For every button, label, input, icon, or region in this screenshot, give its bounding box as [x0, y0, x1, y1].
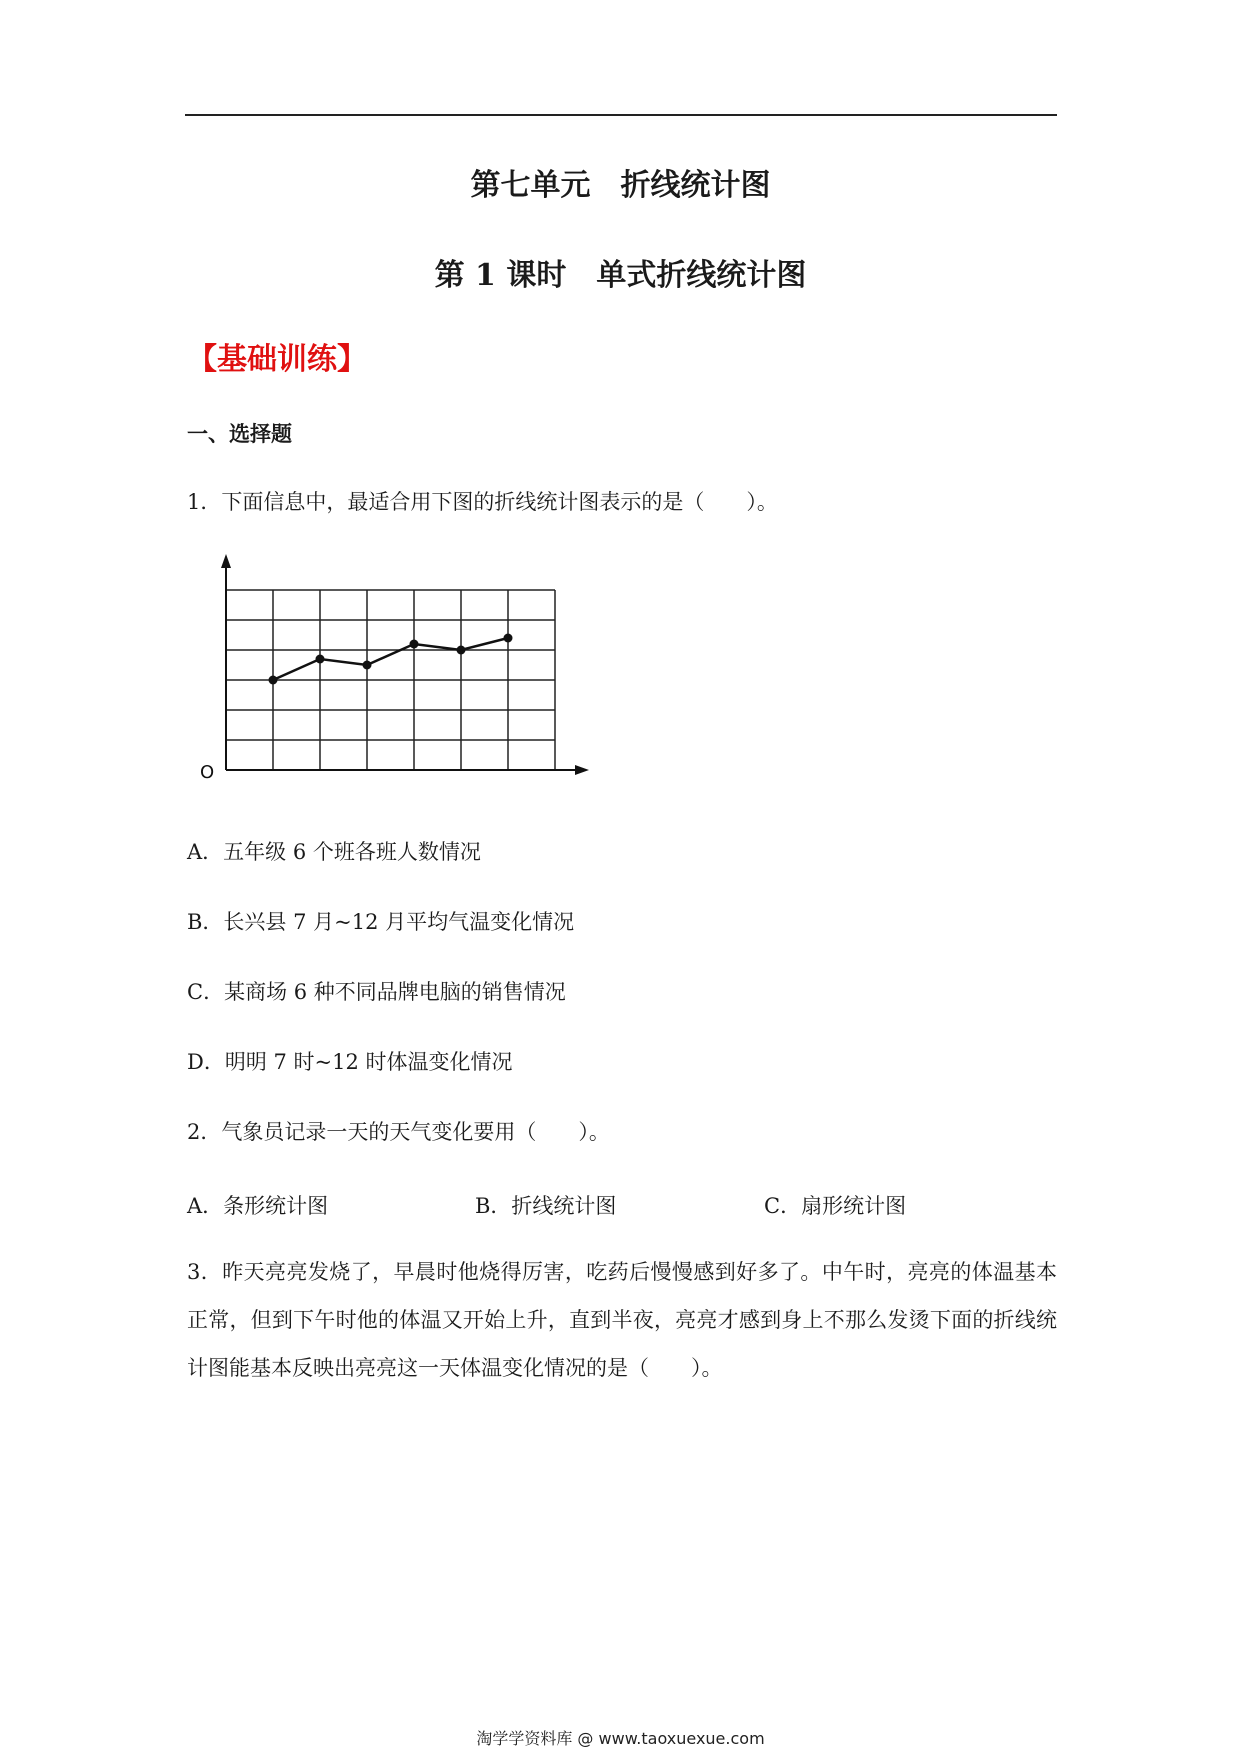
series-line	[273, 638, 508, 680]
data-point	[269, 676, 278, 685]
header-rule	[185, 114, 1057, 116]
question-1-option-d: D．明明 7 时~12 时体温变化情况	[187, 1050, 513, 1074]
lesson-title: 第 1 课时 单式折线统计图	[434, 258, 807, 293]
x-axis-arrow	[575, 765, 589, 775]
unit-title: 第七单元 折线统计图	[470, 168, 771, 203]
footer-watermark: 淘学学资料库 @ www.taoxuexue.com	[476, 1729, 765, 1748]
question-1-option-b: B．长兴县 7 月~12 月平均气温变化情况	[187, 910, 575, 934]
line-chart-svg	[190, 550, 610, 790]
question-2: 2．气象员记录一天的天气变化要用（ ）。	[187, 1120, 610, 1144]
data-point	[363, 661, 372, 670]
question-2-option-b: B．折线统计图	[475, 1194, 617, 1218]
question-2-option-a: A．条形统计图	[187, 1194, 329, 1218]
question-3: 3．昨天亮亮发烧了，早晨时他烧得厉害，吃药后慢慢感到好多了。中午时，亮亮的体温基本正常，但到下午时他的体温又开始上升，直到半夜，亮亮才感到身上不那么发烫下面的折线统计图能基本反映出亮亮这一天体温变化情况的是（ ）。	[187, 1260, 1057, 1380]
question-1-option-a: A．五年级 6 个班各班人数情况	[187, 840, 481, 864]
line-chart	[190, 550, 610, 790]
subsection-title: 一、选择题	[187, 421, 292, 446]
data-point	[410, 640, 419, 649]
section-title: 【基础训练】	[187, 342, 367, 377]
data-point	[457, 646, 466, 655]
question-2-option-c: C．扇形统计图	[764, 1194, 907, 1218]
question-1-option-c: C．某商场 6 种不同品牌电脑的销售情况	[187, 980, 566, 1004]
data-point	[316, 655, 325, 664]
origin-label: O	[200, 762, 215, 783]
question-1: 1．下面信息中，最适合用下图的折线统计图表示的是（ ）。	[187, 490, 778, 514]
y-axis-arrow	[221, 554, 231, 568]
data-point	[504, 634, 513, 643]
